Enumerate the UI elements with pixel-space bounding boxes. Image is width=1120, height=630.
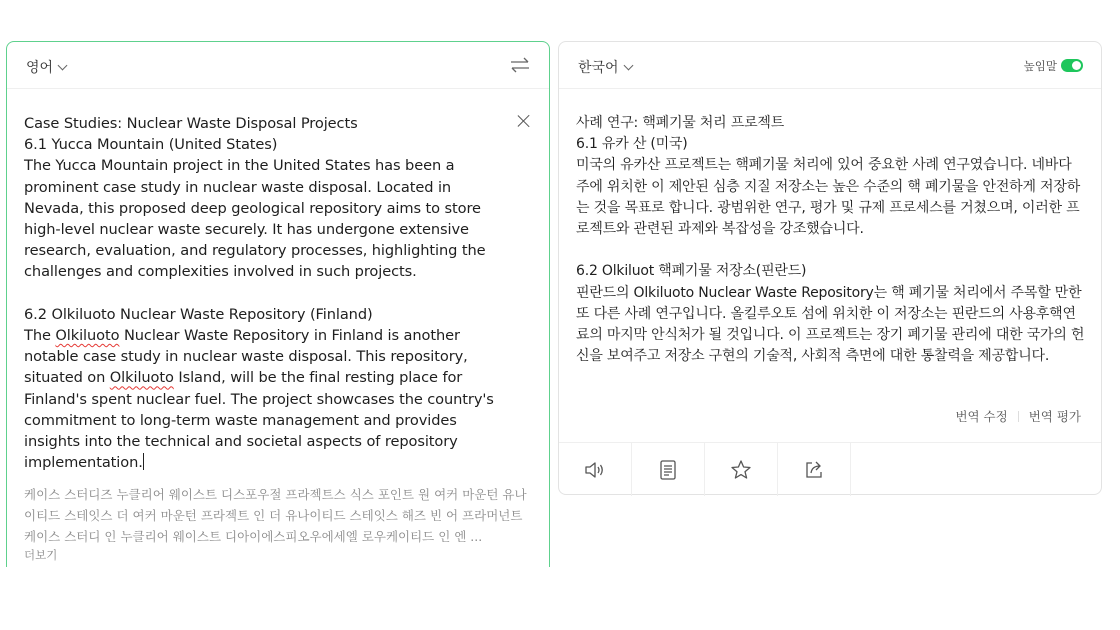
star-icon xyxy=(729,458,753,482)
translation-output xyxy=(576,113,1088,367)
edit-translation-button[interactable]: 번역 수정 xyxy=(955,409,1008,424)
source-section1-body: The Yucca Mountain project in the United States has been a prominent case study in nuclear waste disposal. Located in Nevada, this proposed deep geological repository aims to store high-level nuclear waste securely. It has undergone extensive research, evaluation, and regulatory processes, highlighting the challenges and complexities involved in such projects. xyxy=(24,157,491,281)
target-language-label: 한국어 xyxy=(578,60,619,76)
target-section2-body: 핀란드의 Olkiluoto Nuclear Waste Repository는 핵 폐기물 처리에서 주목할 만한 또 다른 사례 연구입니다. 올킬루오토 섬에 위치한 이 저장소는 핀란드의 사용후핵연료의 마지막 안식처가 될 것입니다. 이 프로젝트는 장기 폐기물 관리에 대한 국가의 헌신을 보여주고 저장소 구현의 기술적, 사회적 측면에 대한 통찰력을 제공합니다. xyxy=(576,284,1086,365)
pronunciation-text: 케이스 스터디즈 누클리어 웨이스트 디스포우절 프라젝트스 식스 포인트 원 여커 마운턴 유나이티드 스테잇스 더 여커 마운턴 프라젝트 인 더 유나이티드 스테잇스 해즈 빈 어 프라머넌트 케이스 스터디 인 누클리어 웨이스트 디아이에스피오우에세엘 로우케이티드 인 엔 ... xyxy=(24,487,527,544)
chevron-down-icon xyxy=(623,61,633,71)
target-header xyxy=(559,42,1101,89)
source-panel xyxy=(6,41,550,567)
close-icon[interactable] xyxy=(517,114,531,128)
honorific-toggle[interactable] xyxy=(1061,59,1083,72)
share-icon xyxy=(802,458,826,482)
divider xyxy=(1018,411,1019,422)
more-link[interactable]: 더보기 xyxy=(24,548,58,562)
source-section2-body-part3: Island, will be the final resting place for Finland's spent nuclear fuel. The project showcases the country's commitment to long-term waste management and provides insights into the technical and societal aspects of repository implementation. xyxy=(24,369,499,472)
chevron-down-icon xyxy=(58,61,68,71)
swap-arrows-icon[interactable] xyxy=(509,55,531,75)
target-title-line: 사례 연구: 핵폐기물 처리 프로젝트 xyxy=(576,115,785,131)
target-panel xyxy=(558,41,1102,495)
target-section1-heading: 6.1 유카 산 (미국) xyxy=(576,136,688,153)
source-section1-heading: 6.1 Yucca Mountain (United States) xyxy=(24,136,278,154)
source-language-select[interactable] xyxy=(26,57,66,77)
target-section1-body: 미국의 유카산 프로젝트는 핵폐기물 처리에 있어 중요한 사례 연구였습니다. 네바다 주에 위치한 이 제안된 심층 지질 저장소는 높은 수준의 핵 폐기물을 안전하게 저장하는 것을 목표로 합니다. 광범위한 연구, 평가 및 규제 프로세스를 거쳤으며, 이러한 프로젝트와 관련된 과제와 복잡성을 강조했습니다. xyxy=(576,157,1081,238)
target-section2-heading: 6.2 Olkiluot 핵폐기물 저장소(핀란드) xyxy=(576,263,807,280)
favorite-button[interactable] xyxy=(705,443,778,496)
text-cursor xyxy=(143,453,144,470)
source-language-label: 영어 xyxy=(26,60,54,76)
source-section2-heading: 6.2 Olkiluoto Nuclear Waste Repository (Finland) xyxy=(24,305,373,323)
rate-translation-button[interactable]: 번역 평가 xyxy=(1028,409,1081,424)
output-toolbar xyxy=(559,442,1101,496)
honorific-label: 높임말 xyxy=(1023,59,1057,73)
source-title-line: Case Studies: Nuclear Waste Disposal Projects xyxy=(24,115,358,132)
share-button[interactable] xyxy=(778,443,851,496)
speaker-icon xyxy=(583,458,607,482)
source-text-area[interactable] xyxy=(24,113,502,473)
speak-button[interactable] xyxy=(559,443,632,496)
spelling-error-word[interactable]: Olkiluoto xyxy=(55,327,120,345)
source-section2-body-part2: Nuclear Waste Repository in Finland is another notable case study in nuclear waste disposal. This repository, situated on xyxy=(24,327,473,387)
honorific-toggle-group xyxy=(1024,58,1083,74)
source-header xyxy=(7,42,549,89)
copy-button[interactable] xyxy=(632,443,705,496)
feedback-links xyxy=(955,407,1081,425)
spelling-error-word[interactable]: Olkiluoto xyxy=(109,369,174,387)
target-language-select[interactable] xyxy=(578,57,632,77)
source-section2-body-part1: The xyxy=(24,327,56,345)
document-copy-icon xyxy=(656,458,680,482)
